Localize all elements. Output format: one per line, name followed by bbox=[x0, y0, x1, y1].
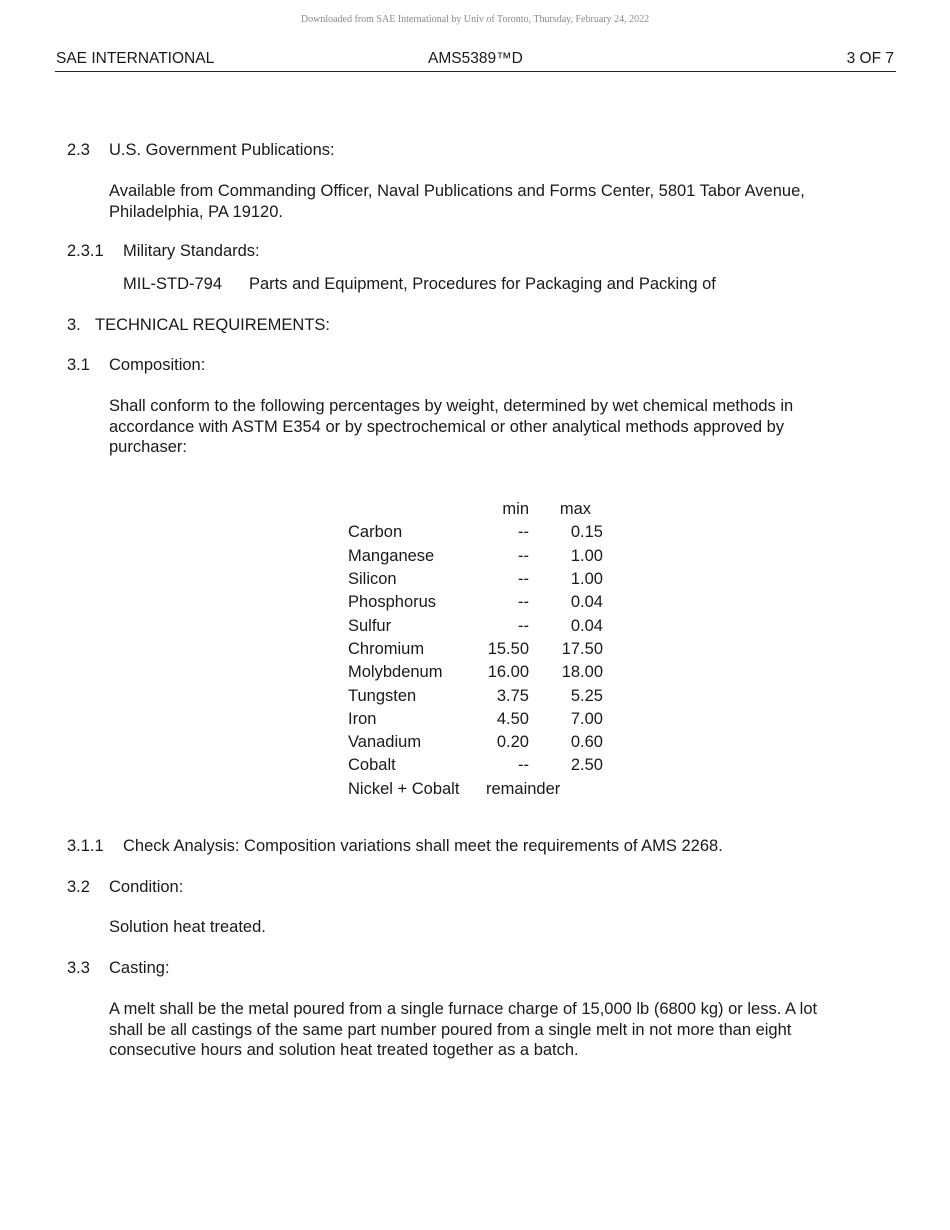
min-value: 15.50 bbox=[487, 639, 529, 658]
header-min: min bbox=[502, 500, 529, 519]
max-value: 18.00 bbox=[561, 663, 603, 682]
min-value: -- bbox=[518, 523, 529, 542]
section-3-1-1-number: 3.1.1 bbox=[67, 837, 104, 855]
composition-row bbox=[348, 591, 603, 614]
element-name: Vanadium bbox=[348, 733, 422, 752]
header-page-number: 3 OF 7 bbox=[846, 50, 894, 67]
composition-row bbox=[348, 684, 603, 707]
section-3-3-text: A melt shall be the metal poured from a single furnace charge of 15,000 lb (6800 kg) or less. A lot shall be all castings of the same part number poured from a single melt in not more than eight consecutive hours and solution heat treated together as a batch. bbox=[109, 1000, 818, 1059]
max-value: 2.50 bbox=[570, 756, 603, 775]
download-watermark: Downloaded from SAE International by Univ of Toronto, Thursday, February 24, 2022 bbox=[300, 14, 650, 25]
section-2-3-number: 2.3 bbox=[67, 141, 90, 159]
min-value: 3.75 bbox=[496, 686, 529, 705]
header-document-id: AMS5389™D bbox=[428, 50, 523, 67]
section-3-3-number: 3.3 bbox=[67, 959, 90, 977]
composition-table bbox=[348, 498, 603, 801]
remainder-value: remainder bbox=[486, 779, 561, 798]
section-3-2-title: Condition: bbox=[109, 878, 184, 896]
composition-rows bbox=[348, 521, 603, 801]
element-name: Chromium bbox=[348, 639, 425, 658]
min-value: -- bbox=[518, 570, 529, 589]
min-value: -- bbox=[518, 546, 529, 565]
max-value: 7.00 bbox=[570, 709, 603, 728]
composition-row bbox=[348, 614, 603, 637]
max-value: 1.00 bbox=[570, 546, 603, 565]
min-value: 4.50 bbox=[496, 709, 529, 728]
min-value: 16.00 bbox=[487, 663, 529, 682]
section-3-2-text: Solution heat treated. bbox=[109, 918, 266, 936]
max-value: 0.15 bbox=[570, 523, 603, 542]
section-3-title: TECHNICAL REQUIREMENTS: bbox=[95, 316, 330, 334]
section-3-1-text: Shall conform to the following percentages by weight, determined by wet chemical methods in accordance with ASTM E354 or by spectrochemical or other analytical methods approved by purchaser: bbox=[109, 397, 794, 456]
section-3-1-number: 3.1 bbox=[67, 356, 90, 374]
element-name: Manganese bbox=[348, 546, 435, 565]
composition-row bbox=[348, 568, 603, 591]
composition-row bbox=[348, 708, 603, 731]
section-2-3-text: Available from Commanding Officer, Naval Publications and Forms Center, 5801 Tabor Avenue, Philadelphia, PA 19120. bbox=[109, 182, 805, 221]
section-3-number: 3. bbox=[67, 316, 81, 334]
composition-row bbox=[348, 661, 603, 684]
element-name: Silicon bbox=[348, 570, 397, 589]
standard-id: MIL-STD-794 bbox=[123, 275, 223, 293]
element-name: Nickel + Cobalt bbox=[348, 779, 460, 798]
element-name: Molybdenum bbox=[348, 663, 443, 682]
composition-row bbox=[348, 545, 603, 568]
section-2-3-1-number: 2.3.1 bbox=[67, 242, 104, 260]
composition-row-remainder bbox=[348, 778, 603, 801]
element-name: Sulfur bbox=[348, 616, 392, 635]
composition-row bbox=[348, 731, 603, 754]
standard-title: Parts and Equipment, Procedures for Packaging and Packing of bbox=[249, 275, 716, 293]
composition-row bbox=[348, 754, 603, 777]
element-name: Iron bbox=[348, 709, 377, 728]
min-value: -- bbox=[518, 616, 529, 635]
max-value: 17.50 bbox=[561, 639, 603, 658]
min-value: 0.20 bbox=[496, 733, 529, 752]
element-name: Carbon bbox=[348, 523, 403, 542]
section-3-1-title: Composition: bbox=[109, 356, 206, 374]
header-publisher: SAE INTERNATIONAL bbox=[56, 50, 215, 67]
min-value: -- bbox=[518, 593, 529, 612]
composition-row bbox=[348, 638, 603, 661]
max-value: 0.04 bbox=[570, 616, 603, 635]
max-value: 5.25 bbox=[570, 686, 603, 705]
min-value: -- bbox=[518, 756, 529, 775]
header-max: max bbox=[559, 500, 591, 519]
max-value: 0.60 bbox=[570, 733, 603, 752]
section-3-1-1-text: Check Analysis: Composition variations shall meet the requirements of AMS 2268. bbox=[123, 837, 723, 855]
section-2-3-title: U.S. Government Publications: bbox=[109, 141, 335, 159]
element-name: Phosphorus bbox=[348, 593, 437, 612]
max-value: 1.00 bbox=[570, 570, 603, 589]
element-name: Cobalt bbox=[348, 756, 396, 775]
section-3-3-title: Casting: bbox=[109, 959, 170, 977]
composition-row bbox=[348, 521, 603, 544]
element-name: Tungsten bbox=[348, 686, 417, 705]
header-rule bbox=[55, 71, 896, 72]
section-3-2-number: 3.2 bbox=[67, 878, 90, 896]
max-value: 0.04 bbox=[570, 593, 603, 612]
composition-header-row bbox=[348, 498, 603, 521]
section-2-3-1-title: Military Standards: bbox=[123, 242, 260, 260]
header-element-blank bbox=[348, 498, 486, 521]
